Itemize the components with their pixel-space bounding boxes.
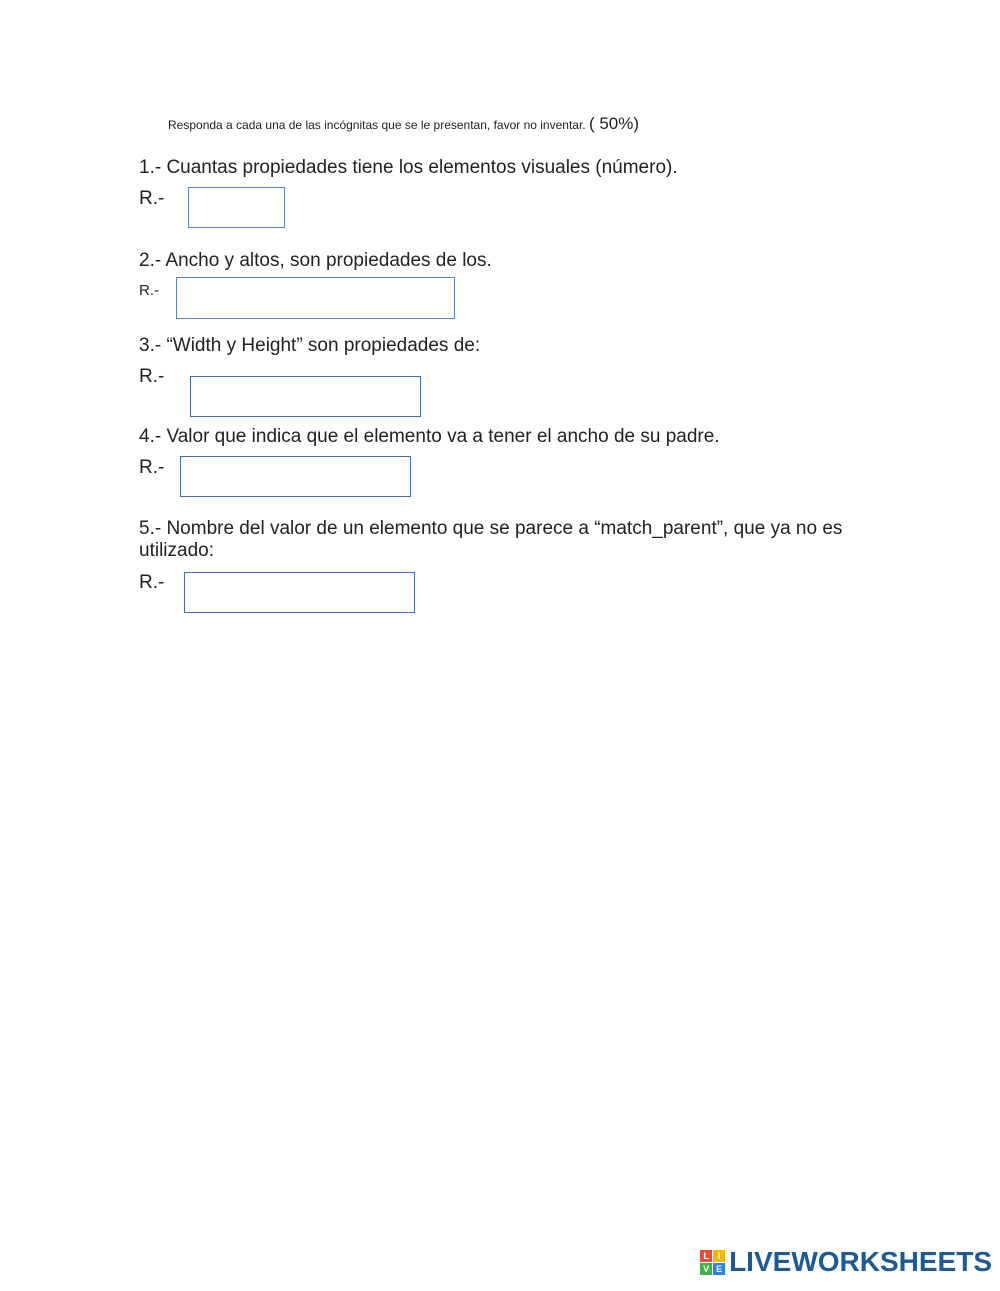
logo-tiles-icon (700, 1250, 725, 1275)
answer-5-label: R.- (139, 572, 165, 593)
logo-tile: L (700, 1250, 712, 1262)
instructions-percent: ( 50%) (588, 114, 640, 133)
question-2-text: 2.- Ancho y altos, son propiedades de los. (139, 250, 492, 271)
answer-2-label: R.- (139, 282, 159, 299)
question-4-text: 4.- Valor que indica que el elemento va a tener el ancho de su padre. (139, 426, 720, 447)
answer-5-input[interactable] (184, 572, 415, 613)
question-3-text: 3.- “Width y Height” son propiedades de: (139, 335, 481, 356)
liveworksheets-logo (700, 1247, 992, 1277)
answer-3-label: R.- (139, 366, 165, 387)
question-5-text: 5.- Nombre del valor de un elemento que se parece a “match_parent”, que ya no es utilizado: (139, 518, 843, 561)
answer-4-input[interactable] (180, 456, 411, 497)
answer-3-input[interactable] (190, 376, 421, 417)
answer-1-label: R.- (139, 188, 165, 209)
instructions (168, 114, 639, 134)
instructions-text: Responda a cada una de las incógnitas que se le presentan, favor no inventar. (168, 118, 586, 132)
logo-tile: V (700, 1263, 712, 1275)
answer-4-label: R.- (139, 457, 165, 478)
logo-tile: I (713, 1250, 725, 1262)
logo-text: LIVEWORKSHEETS (729, 1246, 992, 1277)
answer-2-input[interactable] (176, 277, 455, 319)
question-1-text: 1.- Cuantas propiedades tiene los elementos visuales (número). (139, 157, 678, 178)
logo-tile: E (713, 1263, 725, 1275)
answer-1-input[interactable] (188, 187, 285, 228)
